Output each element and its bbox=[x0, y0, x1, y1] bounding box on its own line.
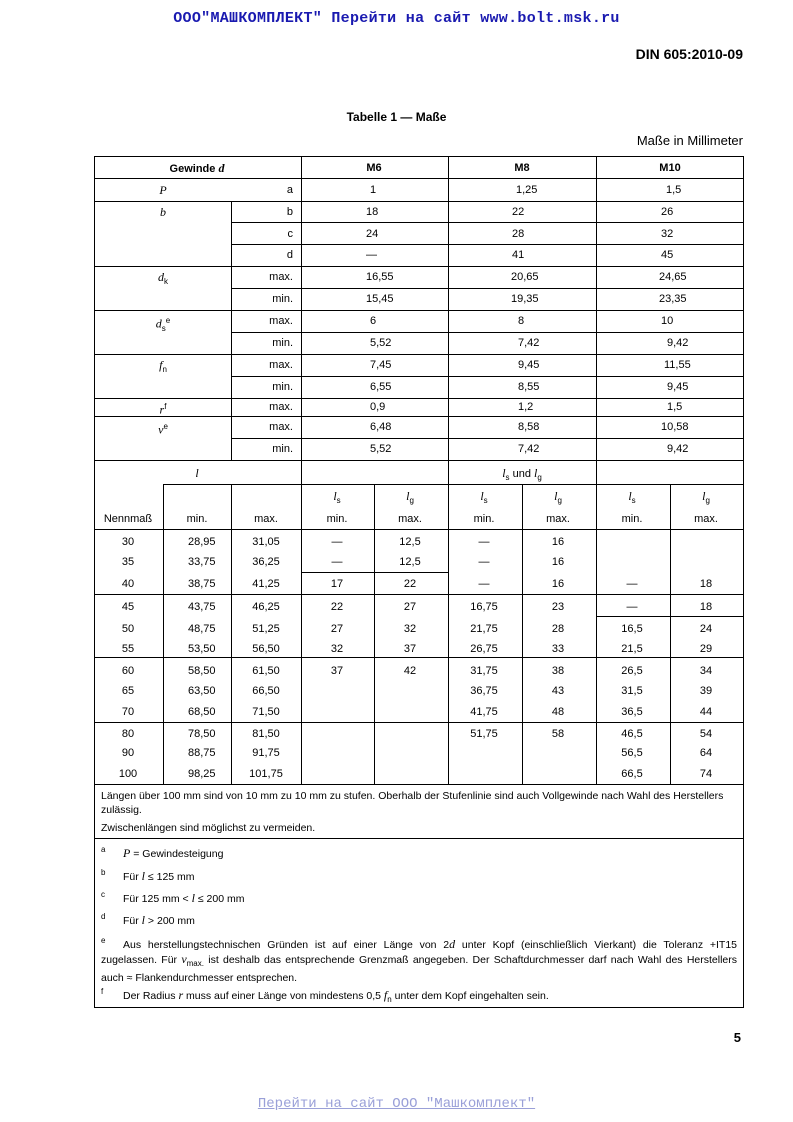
length-cell: 50 bbox=[121, 623, 135, 635]
param-fn-value: 7,45 bbox=[370, 359, 392, 371]
footnote-ref: b bbox=[286, 206, 293, 218]
limit-label: max. bbox=[269, 315, 293, 327]
param-p-value: 1 bbox=[370, 184, 377, 196]
param-ds-value: 8 bbox=[518, 315, 525, 327]
rule-line bbox=[94, 529, 744, 530]
length-cell: 60 bbox=[121, 665, 135, 677]
length-cell: 39 bbox=[699, 685, 713, 697]
column-line bbox=[301, 460, 302, 784]
length-cell: 40 bbox=[121, 578, 135, 590]
param-ds-label: $d_s^e$ bbox=[155, 316, 171, 333]
length-cell: 27 bbox=[403, 601, 417, 613]
ls-header: $l_s$ bbox=[480, 489, 488, 506]
param-v-label: $v^e$ bbox=[158, 422, 168, 437]
length-cell: 43 bbox=[551, 685, 565, 697]
limit-label: min. bbox=[272, 443, 293, 455]
length-cell: — bbox=[626, 578, 638, 590]
length-cell: 61,50 bbox=[252, 665, 280, 677]
rule-line bbox=[94, 784, 744, 785]
length-cell: 37 bbox=[330, 665, 344, 677]
length-cell: 22 bbox=[403, 578, 417, 590]
param-b-value: 26 bbox=[661, 206, 674, 218]
length-cell: 44 bbox=[699, 706, 713, 718]
length-cell: 66,5 bbox=[621, 768, 643, 780]
lg-header: $l_g$ bbox=[554, 489, 562, 506]
length-cell: 71,50 bbox=[252, 706, 280, 718]
length-cell: 65 bbox=[121, 685, 135, 697]
length-cell: 43,75 bbox=[188, 601, 216, 613]
header-gewinde: Gewinde d bbox=[169, 161, 225, 175]
ls-und-lg-label: $l_s$ und $l_g$ bbox=[502, 466, 542, 483]
param-ds-value: 9,42 bbox=[667, 337, 689, 349]
length-cell: 48,75 bbox=[188, 623, 216, 635]
rule-line bbox=[94, 838, 744, 839]
length-cell: 24 bbox=[699, 623, 713, 635]
footnote-text: Für 125 mm < l ≤ 200 mm bbox=[123, 891, 245, 905]
param-b-value: 22 bbox=[512, 206, 525, 218]
rule-line bbox=[231, 288, 744, 289]
param-p-value: 1,5 bbox=[666, 184, 682, 196]
top-banner-link[interactable]: ООО"МАШКОМПЛЕКТ" Перейти на сайт www.bolt.msk.ru bbox=[173, 10, 620, 27]
param-ds-value: 6 bbox=[370, 315, 377, 327]
length-cell: 74 bbox=[699, 768, 713, 780]
param-b-value: 41 bbox=[512, 249, 525, 261]
length-cell: 31,75 bbox=[470, 665, 498, 677]
header-m8: M8 bbox=[514, 162, 530, 174]
column-line bbox=[231, 398, 232, 416]
length-cell: 28,95 bbox=[188, 536, 216, 548]
param-dk-value: 24,65 bbox=[659, 271, 687, 283]
column-line bbox=[448, 460, 449, 784]
length-cell: 46,5 bbox=[621, 728, 643, 740]
length-cell: 100 bbox=[118, 768, 138, 780]
length-cell: 16 bbox=[551, 556, 565, 568]
length-cell: 45 bbox=[121, 601, 135, 613]
param-b-value: 28 bbox=[512, 228, 525, 240]
rule-line bbox=[231, 332, 744, 333]
length-cell: 33,75 bbox=[188, 556, 216, 568]
param-fn-label: $f_n$ bbox=[159, 358, 167, 375]
limit-label: max. bbox=[269, 421, 293, 433]
length-cell: 46,25 bbox=[252, 601, 280, 613]
length-cell: 16,75 bbox=[470, 601, 498, 613]
length-cell: 42 bbox=[403, 665, 417, 677]
rule-line bbox=[231, 244, 744, 245]
param-p-value: 1,25 bbox=[516, 184, 538, 196]
length-cell: 28 bbox=[551, 623, 565, 635]
param-r-value: 1,5 bbox=[667, 401, 683, 413]
length-cell: — bbox=[331, 556, 343, 568]
limit-label: min. bbox=[272, 381, 293, 393]
length-cell: 41,25 bbox=[252, 578, 280, 590]
rule-line bbox=[94, 416, 744, 417]
length-cell: 55 bbox=[121, 643, 135, 655]
length-cell: 30 bbox=[121, 536, 135, 548]
length-cell: — bbox=[626, 601, 638, 613]
length-cell: 81,50 bbox=[252, 728, 280, 740]
param-p-label: P bbox=[159, 183, 167, 197]
param-b-value: 32 bbox=[661, 228, 674, 240]
lg-header: $l_g$ bbox=[702, 489, 710, 506]
length-cell: 64 bbox=[699, 747, 713, 759]
limit-label: max. bbox=[269, 271, 293, 283]
length-cell: 31,05 bbox=[252, 536, 280, 548]
param-b-value: 24 bbox=[366, 228, 379, 240]
param-dk-value: 15,45 bbox=[366, 293, 394, 305]
length-cell: 16 bbox=[551, 536, 565, 548]
ls-header: $l_s$ bbox=[628, 489, 636, 506]
param-b-value: — bbox=[366, 249, 377, 261]
length-cell: 32 bbox=[403, 623, 417, 635]
length-cell: 18 bbox=[699, 601, 713, 613]
length-cell: — bbox=[478, 556, 490, 568]
length-cell: 22 bbox=[330, 601, 344, 613]
length-cell: 29 bbox=[699, 643, 713, 655]
length-cell: 26,5 bbox=[621, 665, 643, 677]
length-cell: 48 bbox=[551, 706, 565, 718]
ls-min-header: min. bbox=[621, 513, 643, 525]
nennmass-header: Nennmaß bbox=[103, 513, 153, 525]
length-cell: 16,5 bbox=[621, 623, 643, 635]
length-cell: 78,50 bbox=[188, 728, 216, 740]
page-number: 5 bbox=[733, 1030, 741, 1045]
length-cell: 90 bbox=[121, 747, 135, 759]
param-v-value: 5,52 bbox=[370, 443, 392, 455]
length-cell: 17 bbox=[330, 578, 344, 590]
rule-line bbox=[94, 201, 744, 202]
lg-max-header: max. bbox=[398, 513, 422, 525]
length-cell: 80 bbox=[121, 728, 135, 740]
param-ds-value: 5,52 bbox=[370, 337, 392, 349]
length-cell: 51,75 bbox=[470, 728, 498, 740]
param-r-label: $r^f$ bbox=[159, 402, 167, 417]
header-m10: M10 bbox=[659, 162, 681, 174]
param-dk-value: 19,35 bbox=[511, 293, 539, 305]
footnote-mark: b bbox=[101, 868, 106, 877]
length-cell: 58,50 bbox=[188, 665, 216, 677]
length-cell: 70 bbox=[121, 706, 135, 718]
limit-label: max. bbox=[269, 401, 293, 413]
length-cell: — bbox=[331, 536, 343, 548]
length-cell: 101,75 bbox=[249, 768, 283, 780]
rule-line bbox=[596, 616, 744, 617]
length-cell: 98,25 bbox=[188, 768, 216, 780]
rule-line bbox=[94, 354, 744, 355]
length-cell: 33 bbox=[551, 643, 565, 655]
length-cell: 36,25 bbox=[252, 556, 280, 568]
param-dk-value: 23,35 bbox=[659, 293, 687, 305]
param-ds-value: 10 bbox=[661, 315, 674, 327]
lg-header: $l_g$ bbox=[406, 489, 414, 506]
ls-header: $l_s$ bbox=[333, 489, 341, 506]
rule-line bbox=[94, 266, 744, 267]
length-cell: 91,75 bbox=[252, 747, 280, 759]
param-dk-label: $d_k$ bbox=[158, 270, 168, 287]
footnote-text: Aus herstellungstechnischen Gründen ist auf einer Länge von 2d unter Kopf (einschließlich Vierkant) die Toleranz +IT15 zugelassen. Für $v_{max.}$ ist deshalb das entsprechende Grenzmaß angegeben. Der Schaftdurchmesser darf nach Wahl des Herstellers auch ≈ Flankendurchmesser entsprechen. bbox=[101, 937, 738, 985]
table-title: Tabelle 1 — Maße bbox=[346, 110, 447, 124]
param-fn-value: 9,45 bbox=[667, 381, 689, 393]
rule-line bbox=[231, 222, 744, 223]
length-cell: 23 bbox=[551, 601, 565, 613]
rule-line bbox=[596, 594, 744, 595]
length-cell: 31,5 bbox=[621, 685, 643, 697]
length-cell: 18 bbox=[699, 578, 713, 590]
length-cell: 16 bbox=[551, 578, 565, 590]
column-line bbox=[448, 572, 449, 594]
footnote-mark: d bbox=[101, 912, 106, 921]
note-zwischen: Zwischenlängen sind möglichst zu vermeiden. bbox=[101, 822, 316, 834]
length-cell: 66,50 bbox=[252, 685, 280, 697]
ls-min-header: min. bbox=[326, 513, 348, 525]
param-ds-value: 7,42 bbox=[518, 337, 540, 349]
length-cell: 35 bbox=[121, 556, 135, 568]
param-v-value: 6,48 bbox=[370, 421, 392, 433]
footnote-ref: d bbox=[286, 249, 293, 261]
length-cell: 53,50 bbox=[188, 643, 216, 655]
limit-label: min. bbox=[272, 293, 293, 305]
rule-line bbox=[94, 178, 744, 179]
param-r-value: 0,9 bbox=[370, 401, 386, 413]
rule-line bbox=[231, 438, 744, 439]
column-line bbox=[596, 594, 597, 616]
param-b-value: 45 bbox=[661, 249, 674, 261]
rule-line bbox=[163, 484, 301, 485]
rule-line bbox=[301, 572, 448, 573]
param-fn-value: 8,55 bbox=[518, 381, 540, 393]
document-id: DIN 605:2010-09 bbox=[635, 46, 743, 62]
footnote-text: Für l ≤ 125 mm bbox=[123, 869, 195, 883]
footnote-mark: c bbox=[101, 890, 105, 899]
limit-label: min. bbox=[272, 337, 293, 349]
length-cell: 12,5 bbox=[399, 536, 421, 548]
footnote-text: Der Radius r muss auf einer Länge von mindestens 0,5 $f_n$ unter dem Kopf eingehalten sein. bbox=[123, 988, 549, 1005]
rule-line bbox=[94, 657, 744, 658]
length-cell: 32 bbox=[330, 643, 344, 655]
param-b-value: 18 bbox=[366, 206, 379, 218]
length-cell: 63,50 bbox=[188, 685, 216, 697]
lg-max-header: max. bbox=[546, 513, 570, 525]
param-fn-value: 6,55 bbox=[370, 381, 392, 393]
length-cell: 21,5 bbox=[621, 643, 643, 655]
bottom-site-link[interactable]: Перейти на сайт ООО "Машкомплект" bbox=[257, 1096, 536, 1112]
param-dk-value: 16,55 bbox=[366, 271, 394, 283]
length-cell: 38 bbox=[551, 665, 565, 677]
rule-line bbox=[94, 398, 744, 399]
rule-line bbox=[94, 310, 744, 311]
param-v-value: 9,42 bbox=[667, 443, 689, 455]
footnote-mark: f bbox=[101, 987, 104, 996]
footnote-mark: e bbox=[101, 936, 106, 945]
footnote-ref: a bbox=[286, 184, 293, 196]
length-cell: 21,75 bbox=[470, 623, 498, 635]
l-max-header: max. bbox=[254, 513, 278, 525]
length-cell: 56,50 bbox=[252, 643, 280, 655]
length-cell: 37 bbox=[403, 643, 417, 655]
rule-line bbox=[94, 722, 744, 723]
footnote-text: Für l > 200 mm bbox=[123, 913, 195, 927]
length-cell: 12,5 bbox=[399, 556, 421, 568]
footnote-mark: a bbox=[101, 845, 106, 854]
note-stufen: Längen über 100 mm sind von 10 mm zu 10 mm zu stufen. Oberhalb der Stufenlinie sind auch Vollgewinde nach Wahl des Herstellers zulässig. bbox=[101, 790, 724, 816]
param-b-label: b bbox=[160, 205, 166, 219]
length-cell: 54 bbox=[699, 728, 713, 740]
length-cell: 88,75 bbox=[188, 747, 216, 759]
length-cell: 38,75 bbox=[188, 578, 216, 590]
column-line bbox=[231, 201, 232, 266]
rule-line bbox=[231, 376, 744, 377]
length-cell: 36,75 bbox=[470, 685, 498, 697]
length-cell: 58 bbox=[551, 728, 565, 740]
param-dk-value: 20,65 bbox=[511, 271, 539, 283]
length-cell: 41,75 bbox=[470, 706, 498, 718]
length-cell: 27 bbox=[330, 623, 344, 635]
length-l-label: l bbox=[195, 466, 199, 480]
length-cell: 34 bbox=[699, 665, 713, 677]
footnote-ref: c bbox=[287, 228, 293, 240]
param-v-value: 7,42 bbox=[518, 443, 540, 455]
length-cell: — bbox=[478, 536, 490, 548]
limit-label: max. bbox=[269, 359, 293, 371]
param-fn-value: 9,45 bbox=[518, 359, 540, 371]
param-r-value: 1,2 bbox=[518, 401, 534, 413]
length-cell: — bbox=[478, 578, 490, 590]
header-m6: M6 bbox=[366, 162, 382, 174]
ls-min-header: min. bbox=[473, 513, 495, 525]
l-min-header: min. bbox=[186, 513, 208, 525]
column-line bbox=[596, 460, 597, 784]
param-v-value: 8,58 bbox=[518, 421, 540, 433]
param-fn-value: 11,55 bbox=[664, 359, 691, 371]
length-cell: 56,5 bbox=[621, 747, 643, 759]
length-cell: 36,5 bbox=[621, 706, 643, 718]
length-cell: 51,25 bbox=[252, 623, 280, 635]
length-cell: 68,50 bbox=[188, 706, 216, 718]
param-v-value: 10,58 bbox=[661, 421, 689, 433]
lg-max-header: max. bbox=[694, 513, 718, 525]
length-cell: 26,75 bbox=[470, 643, 498, 655]
rule-line bbox=[94, 460, 744, 461]
footnote-text: P = Gewindesteigung bbox=[123, 846, 224, 860]
units-note: Maße in Millimeter bbox=[636, 133, 743, 148]
